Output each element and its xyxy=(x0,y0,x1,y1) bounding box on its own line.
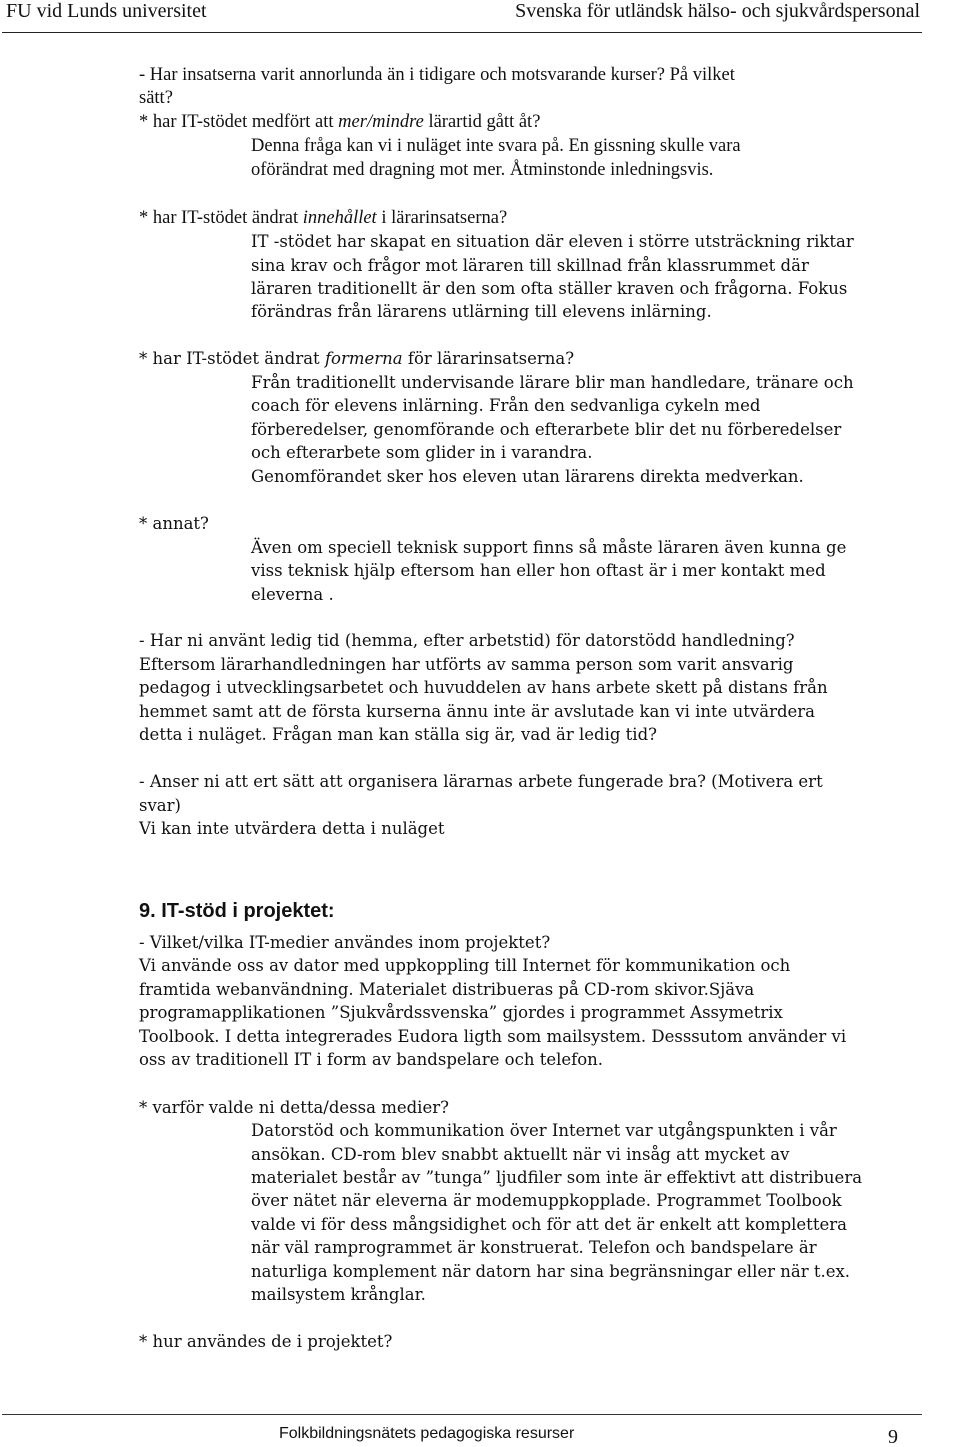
answer-line: mailsystem krånglar. xyxy=(251,1285,426,1304)
paragraph-line: Vi använde oss av dator med uppkoppling till Internet för kommunikation och xyxy=(139,956,791,975)
sub-question: * har IT-stödet medfört att mer/mindre lärartid gått åt? xyxy=(139,112,541,132)
answer-line: Från traditionellt undervisande lärare blir man handledare, tränare och xyxy=(251,373,854,392)
paragraph-line: Eftersom lärarhandledningen har utförts av samma person som varit ansvarig xyxy=(139,655,794,674)
answer-line: naturliga komplement när datorn har sina begränsningar eller när t.ex. xyxy=(251,1262,851,1281)
answer-line: läraren traditionellt är den som ofta ställer kraven och frågorna. Fokus xyxy=(251,279,848,298)
answer-line: valde vi för dess mångsidighet och för att det är enkelt att komplettera xyxy=(251,1215,847,1234)
sub-question: * har IT-stödet ändrat formerna för lärarinsatserna? xyxy=(139,349,575,368)
answer-line: IT -stödet har skapat en situation där eleven i större utsträckning riktar xyxy=(251,232,854,251)
question-line: - Vilket/vilka IT-medier användes inom projektet? xyxy=(139,933,551,952)
page-number: 9 xyxy=(888,1426,898,1447)
sub-question: * hur användes de i projektet? xyxy=(139,1332,393,1351)
question-line: sätt? xyxy=(139,88,173,108)
answer-line: Även om speciell teknisk support finns så måste läraren även kunna ge xyxy=(251,538,847,557)
section-heading: 9. IT-stöd i projektet: xyxy=(139,900,335,922)
paragraph-line: hemmet samt att de första kurserna ännu inte är avslutade kan vi inte utvärdera xyxy=(139,702,816,721)
answer-line: materialet består av ”tunga” ljudfiler som inte är effektivt att distribuera xyxy=(251,1168,863,1187)
answer-line: och efterarbete som glider in i varandra. xyxy=(251,443,593,462)
answer-line: viss teknisk hjälp eftersom han eller hon oftast är i mer kontakt med xyxy=(251,561,826,580)
page-header xyxy=(0,0,960,34)
sub-question: * har IT-stödet ändrat innehållet i lärarinsatserna? xyxy=(139,208,508,228)
paragraph-line: framtida webanvändning. Materialet distribueras på CD-rom skivor.Sjäva xyxy=(139,980,755,999)
answer-line: när väl ramprogrammet är konstruerat. Telefon och bandspelare är xyxy=(251,1238,817,1257)
footer-text: Folkbildningsnätets pedagogiska resurser xyxy=(279,1425,575,1442)
paragraph-line: programapplikationen ”Sjukvårdssvenska” gjordes i programmet Assymetrix xyxy=(139,1003,783,1022)
answer-line: eleverna . xyxy=(251,585,334,604)
paragraph-line: Toolbook. I detta integrerades Eudora ligth som mailsystem. Desssutom använder vi xyxy=(139,1027,847,1046)
paragraph-line: detta i nuläget. Frågan man kan ställa sig är, vad är ledig tid? xyxy=(139,725,657,744)
header-institution: FU vid Lunds universitet xyxy=(6,0,207,22)
answer-line: förändras från lärarens utlärning till elevens inlärning. xyxy=(251,302,712,321)
answer-line: Denna fråga kan vi i nuläget inte svara på. En gissning skulle vara xyxy=(251,136,741,156)
paragraph-line: pedagog i utvecklingsarbetet och huvuddelen av hans arbete skett på distans från xyxy=(139,678,828,697)
question-line: - Har insatserna varit annorlunda än i tidigare och motsvarande kurser? På vilket xyxy=(139,65,735,85)
paragraph-line: oss av traditionell IT i form av bandspelare och telefon. xyxy=(139,1050,604,1069)
sub-question: * annat? xyxy=(139,514,209,533)
question-line: - Anser ni att ert sätt att organisera lärarnas arbete fungerade bra? (Motivera ert xyxy=(139,772,823,791)
answer-line: förberedelser, genomförande och efterarbete blir det nu förberedelser xyxy=(251,420,842,439)
answer-line: oförändrat med dragning mot mer. Åtminstonde inledningsvis. xyxy=(251,160,714,180)
question-line: - Har ni använt ledig tid (hemma, efter arbetstid) för datorstödd handledning? xyxy=(139,631,795,650)
answer-line: coach för elevens inlärning. Från den sedvanliga cykeln med xyxy=(251,396,761,415)
answer-line: över nätet när eleverna är modemuppkopplade. Programmet Toolbook xyxy=(251,1191,842,1210)
question-line: svar) xyxy=(139,796,181,815)
sub-question: * varför valde ni detta/dessa medier? xyxy=(139,1098,449,1117)
answer-line: Datorstöd och kommunikation över Internet var utgångspunkten i vår xyxy=(251,1121,837,1140)
header-divider xyxy=(2,32,922,33)
answer-line: Genomförandet sker hos eleven utan lärarens direkta medverkan. xyxy=(251,467,804,486)
answer-line: sina krav och frågor mot läraren till skillnad från klassrummet där xyxy=(251,256,809,275)
header-course-title: Svenska för utländsk hälso- och sjukvårdspersonal xyxy=(515,0,920,22)
answer-line: ansökan. CD-rom blev snabbt aktuellt när vi insåg att mycket av xyxy=(251,1145,790,1164)
footer-divider xyxy=(2,1414,922,1415)
paragraph-line: Vi kan inte utvärdera detta i nuläget xyxy=(139,819,445,838)
